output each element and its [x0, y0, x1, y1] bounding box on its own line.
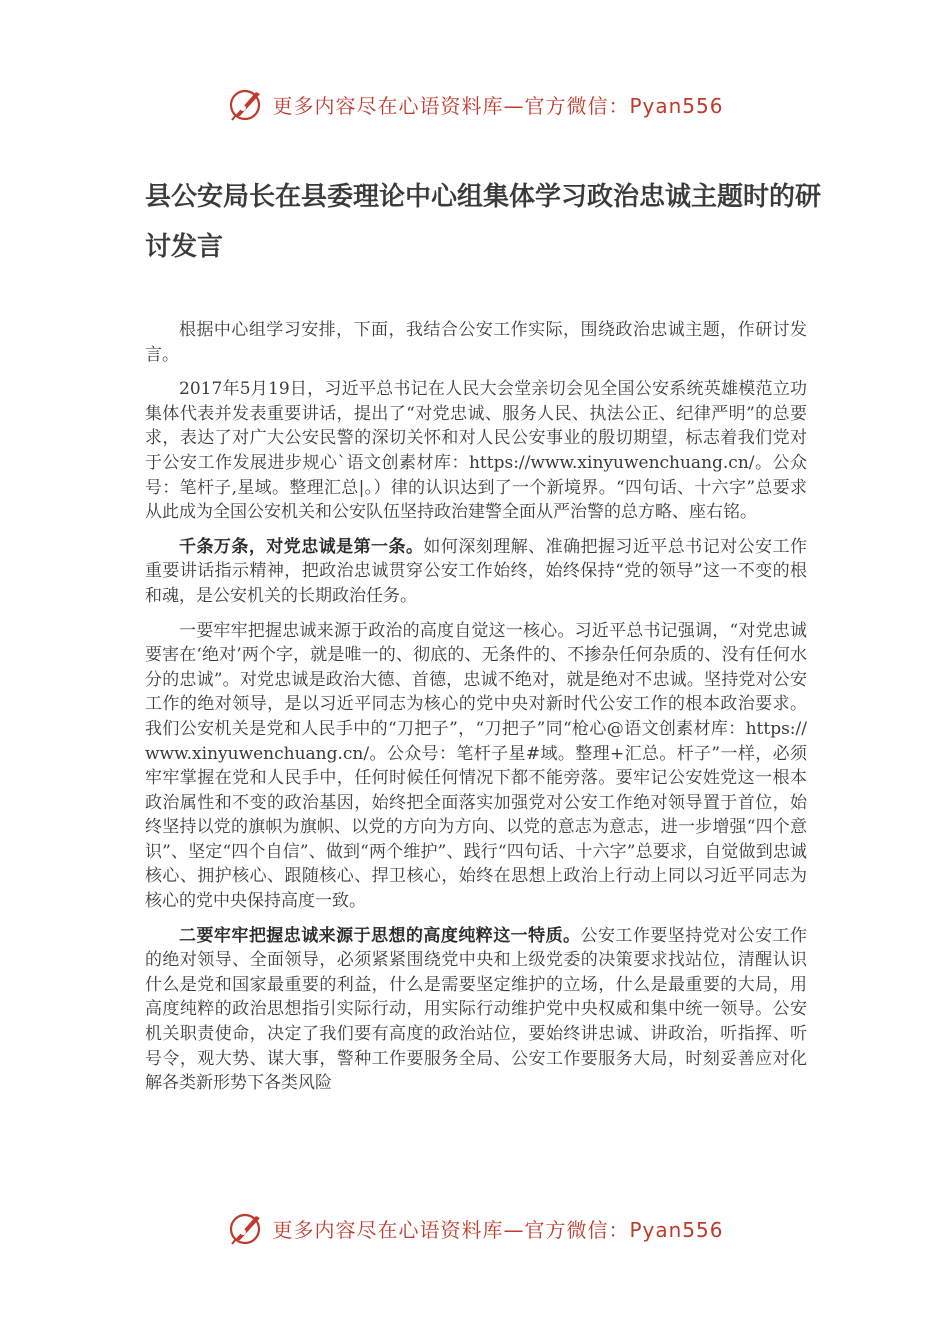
- paragraph: [145, 924, 807, 1096]
- paragraph-text: 如何深刻理解、准确把握习近平总书记对公安工作重要讲话指示精神，把政治忠诚贯穿公安工作始终，始终保持“党的领导”这一不变的根和魂，是公安机关的长期政治任务。: [145, 536, 808, 606]
- quill-pen-logo-icon: [226, 1208, 266, 1248]
- paragraph-text: 一要牢牢把握忠诚来源于政治的高度自觉这一核心。习近平总书记强调，“对党忠诚要害在‘绝对’两个字，就是唯一的、彻底的、无条件的、不掺杂任何杂质的、没有任何水分的忠诚”。对党忠诚是政治大德、首德，忠诚不绝对，就是绝对不忠诚。坚持党对公安工作的绝对领导，是以习近平同志为核心的党中央对新时代公安工作的根本政治要求。我们公安机关是党和人民手中的“刀把子”，“刀把子”同“枪心@语文创素材库：https://www.xinyuwenchuang.cn/。公众号：笔杆子星#域。整理+汇总。杆子”一样，必须牢牢掌握在党和人民手中，任何时候任何情况下都不能旁落。要牢记公安姓党这一根本政治属性和不变的政治基因，始终把全面落实加强党对公安工作绝对领导置于首位，始终坚持以党的旗帜为旗帜、以党的方向为方向、以党的意志为意志，进一步增强“四个意识”、坚定“四个自信”、做到“两个维护”、践行“四句话、十六字”总要求，自觉做到忠诚核心、拥护核心、跟随核心、捍卫核心，始终在思想上政治上行动上同以习近平同志为核心的党中央保持高度一致。: [145, 620, 807, 912]
- paragraph-lead: 千条万条，对党忠诚是第一条。: [179, 536, 424, 557]
- footer-banner: [0, 1206, 950, 1250]
- paragraph-text: 2017年5月19日，习近平总书记在人民大会堂亲切会见全国公安系统英雄模范立功集体代表并发表重要讲话，提出了“对党忠诚、服务人民、执法公正、纪律严明”的总要求，表达了对广大公安民警的深切关怀和对人民公安事业的殷切期望，标志着我们党对于公安工作发展进步规心`语文创素材库：https://www.xinyuwenchuang.cn/。公众号：笔杆子,星域。整理汇总|。）律的认识达到了一个新境界。“四句话、十六字”总要求从此成为全国公安机关和公安队伍坚持政治建警全面从严治警的总方略、座右铭。: [145, 379, 807, 523]
- paragraph: [145, 377, 807, 525]
- document-title: 县公安局长在县委理论中心组集体学习政治忠诚主题时的研讨发言: [145, 182, 822, 262]
- quill-pen-logo-icon: [226, 84, 266, 124]
- paragraph: [145, 535, 807, 609]
- paragraph-text: 公安工作要坚持党对公安工作的绝对领导、全面领导，必须紧紧围绕党中央和上级党委的决策要求找站位，清醒认识什么是党和国家最重要的利益，什么是需要坚定维护的立场，什么是最重要的大局，用高度纯粹的政治思想指引实际行动，用实际行动维护党中央权威和集中统一领导。公安机关职责使命，决定了我们要有高度的政治站位，要始终讲忠诚、讲政治，听指挥、听号令，观大势、谋大事，警种工作要服务全局、公安工作要服务大局，时刻妥善应对化解各类新形势下各类风险: [145, 925, 808, 1094]
- paragraph-text: 根据中心组学习安排，下面，我结合公安工作实际，围绕政治忠诚主题，作研讨发言。: [145, 320, 807, 365]
- header-banner: [0, 82, 950, 126]
- banner-text: 更多内容尽在心语资料库—官方微信：Pyan556: [272, 93, 724, 118]
- banner-text: 更多内容尽在心语资料库—官方微信：Pyan556: [272, 1217, 724, 1242]
- paragraph-lead: 二要牢牢把握忠诚来源于思想的高度纯粹这一特质。: [179, 925, 581, 946]
- paragraph: [145, 318, 807, 367]
- document-body: [145, 318, 807, 1106]
- paragraph: [145, 619, 807, 914]
